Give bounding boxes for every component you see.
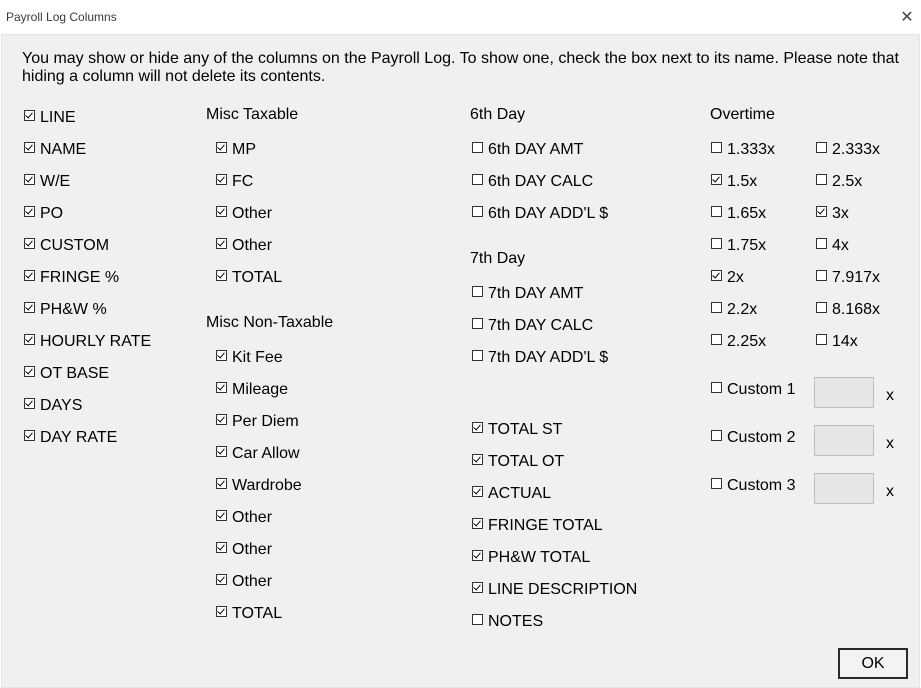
sixth-day-checkbox-1[interactable]: [472, 173, 593, 191]
totals-checkbox-2[interactable]: [472, 485, 551, 503]
checkbox-label: Other: [232, 573, 273, 590]
overtime-left-checkbox-3[interactable]: [711, 237, 766, 255]
checkbox-label: 7th DAY AMT: [488, 285, 584, 302]
checkbox-icon[interactable]: [216, 446, 227, 457]
misc-nontaxable-checkbox-3[interactable]: [216, 445, 300, 463]
checkbox-icon[interactable]: [216, 350, 227, 361]
checkbox-icon[interactable]: [472, 206, 483, 217]
seventh-day-checkbox-1[interactable]: [472, 317, 593, 335]
misc-nontaxable-header: Misc Non-Taxable: [206, 314, 334, 331]
overtime-custom-checkbox-1[interactable]: [711, 429, 795, 447]
custom-2-field[interactable]: [814, 425, 874, 456]
misc-taxable-checkbox-4[interactable]: [216, 269, 282, 287]
checkbox-label: TOTAL: [232, 269, 283, 286]
custom-1-suffix: x: [886, 387, 894, 404]
checkbox-icon[interactable]: [816, 238, 827, 249]
checkbox-icon[interactable]: [216, 510, 227, 521]
checkbox-icon[interactable]: [24, 366, 35, 377]
checkbox-label: Wardrobe: [232, 477, 302, 494]
checkbox-icon[interactable]: [472, 614, 483, 625]
checkbox-icon[interactable]: [216, 606, 227, 617]
totals-checkbox-0[interactable]: [472, 421, 562, 439]
checkbox-icon[interactable]: [24, 142, 35, 153]
checkbox-label: Custom 1: [727, 381, 796, 398]
overtime-right-checkbox-6[interactable]: [816, 333, 858, 351]
overtime-header: Overtime: [710, 106, 775, 123]
totals-checkbox-6[interactable]: [472, 613, 543, 631]
totals-checkbox-1[interactable]: [472, 453, 564, 471]
misc-nontaxable-checkbox-1[interactable]: [216, 381, 288, 399]
misc-taxable-checkbox-2[interactable]: [216, 205, 272, 223]
checkbox-label: FRINGE %: [40, 269, 120, 286]
checkbox-label: Per Diem: [232, 413, 299, 430]
checkbox-icon[interactable]: [816, 206, 827, 217]
checkbox-label: PO: [40, 205, 64, 222]
checkbox-icon[interactable]: [24, 302, 35, 313]
overtime-custom-checkbox-2[interactable]: [711, 477, 795, 495]
checkbox-icon[interactable]: [216, 206, 227, 217]
checkbox-icon[interactable]: [24, 398, 35, 409]
close-icon[interactable]: ✕: [900, 9, 914, 26]
checkbox-label: Car Allow: [232, 445, 300, 462]
col1-checkbox-6[interactable]: [24, 301, 107, 319]
sixth-day-checkbox-2[interactable]: [472, 205, 608, 223]
checkbox-label: Mileage: [232, 381, 289, 398]
col1-checkbox-8[interactable]: [24, 365, 109, 383]
checkbox-label: TOTAL OT: [488, 453, 565, 470]
checkbox-label: DAYS: [40, 397, 83, 414]
checkbox-label: 3x: [832, 205, 849, 222]
checkbox-label: PH&W TOTAL: [488, 549, 591, 566]
checkbox-icon[interactable]: [472, 142, 483, 153]
checkbox-icon[interactable]: [24, 206, 35, 217]
checkbox-label: LINE DESCRIPTION: [488, 581, 638, 598]
col1-checkbox-5[interactable]: [24, 269, 119, 287]
custom-1-field[interactable]: [814, 377, 874, 408]
custom-3-suffix: x: [886, 483, 894, 500]
checkbox-label: 2.333x: [832, 141, 881, 158]
overtime-right-checkbox-2[interactable]: [816, 205, 849, 223]
checkbox-label: FC: [232, 173, 254, 190]
checkbox-label: Other: [232, 237, 273, 254]
checkbox-icon[interactable]: [816, 174, 827, 185]
overtime-right-checkbox-4[interactable]: [816, 269, 880, 287]
col1-checkbox-7[interactable]: [24, 333, 151, 351]
totals-checkbox-5[interactable]: [472, 581, 637, 599]
checkbox-icon[interactable]: [216, 238, 227, 249]
checkbox-icon[interactable]: [711, 142, 722, 153]
checkbox-icon[interactable]: [216, 542, 227, 553]
checkbox-label: 7.917x: [832, 269, 881, 286]
checkbox-label: 4x: [832, 237, 849, 254]
col1-checkbox-4[interactable]: [24, 237, 109, 255]
checkbox-icon[interactable]: [24, 430, 35, 441]
checkbox-icon[interactable]: [24, 238, 35, 249]
checkbox-icon[interactable]: [711, 174, 722, 185]
checkbox-icon[interactable]: [472, 582, 483, 593]
sixth-day-header: 6th Day: [470, 106, 526, 123]
checkbox-label: Other: [232, 509, 273, 526]
overtime-left-checkbox-6[interactable]: [711, 333, 766, 351]
misc-nontaxable-checkbox-8[interactable]: [216, 605, 282, 623]
checkbox-label: W/E: [40, 173, 71, 190]
checkbox-label: 1.333x: [727, 141, 776, 158]
checkbox-label: Custom 3: [727, 477, 796, 494]
checkbox-icon[interactable]: [816, 142, 827, 153]
checkbox-icon[interactable]: [711, 430, 722, 441]
seventh-day-checkbox-0[interactable]: [472, 285, 583, 303]
checkbox-label: FRINGE TOTAL: [488, 517, 603, 534]
misc-taxable-header: Misc Taxable: [206, 106, 299, 123]
checkbox-icon[interactable]: [24, 174, 35, 185]
checkbox-icon[interactable]: [472, 518, 483, 529]
checkbox-label: 6th DAY ADD'L $: [488, 205, 609, 222]
checkbox-label: 1.5x: [727, 173, 758, 190]
checkbox-icon[interactable]: [711, 238, 722, 249]
checkbox-icon[interactable]: [472, 486, 483, 497]
checkbox-icon[interactable]: [216, 574, 227, 585]
overtime-left-checkbox-2[interactable]: [711, 205, 766, 223]
seventh-day-header: 7th Day: [470, 250, 526, 267]
checkbox-label: 7th DAY ADD'L $: [488, 349, 609, 366]
checkbox-label: TOTAL: [232, 605, 283, 622]
overtime-left-checkbox-0[interactable]: [711, 141, 775, 159]
checkbox-label: 2x: [727, 269, 744, 286]
checkbox-label: Kit Fee: [232, 349, 283, 366]
checkbox-icon[interactable]: [24, 110, 35, 121]
checkbox-icon[interactable]: [24, 334, 35, 345]
dialog-body: [1, 34, 920, 688]
misc-nontaxable-checkbox-6[interactable]: [216, 541, 272, 559]
checkbox-label: OT BASE: [40, 365, 110, 382]
checkbox-label: 6th DAY AMT: [488, 141, 584, 158]
checkbox-label: NAME: [40, 141, 87, 158]
overtime-right-checkbox-0[interactable]: [816, 141, 880, 159]
checkbox-label: 6th DAY CALC: [488, 173, 594, 190]
checkbox-label: NOTES: [488, 613, 544, 630]
checkbox-icon[interactable]: [216, 382, 227, 393]
checkbox-label: DAY RATE: [40, 429, 118, 446]
checkbox-label: 14x: [832, 333, 858, 350]
checkbox-label: Other: [232, 541, 273, 558]
checkbox-icon[interactable]: [472, 318, 483, 329]
checkbox-icon[interactable]: [816, 302, 827, 313]
misc-nontaxable-checkbox-2[interactable]: [216, 413, 299, 431]
overtime-right-checkbox-5[interactable]: [816, 301, 880, 319]
checkbox-icon[interactable]: [472, 550, 483, 561]
checkbox-icon[interactable]: [816, 270, 827, 281]
overtime-right-checkbox-3[interactable]: [816, 237, 849, 255]
title-bar: [0, 0, 921, 34]
ok-button[interactable]: OK: [838, 648, 908, 679]
checkbox-icon[interactable]: [472, 454, 483, 465]
checkbox-icon[interactable]: [711, 206, 722, 217]
misc-taxable-checkbox-0[interactable]: [216, 141, 256, 159]
col1-checkbox-9[interactable]: [24, 397, 82, 415]
sixth-day-checkbox-0[interactable]: [472, 141, 583, 159]
custom-3-field[interactable]: [814, 473, 874, 504]
checkbox-label: 2.2x: [727, 301, 758, 318]
checkbox-label: ACTUAL: [488, 485, 552, 502]
custom-2-suffix: x: [886, 435, 894, 452]
checkbox-label: 2.25x: [727, 333, 767, 350]
totals-checkbox-3[interactable]: [472, 517, 603, 535]
col1-checkbox-2[interactable]: [24, 173, 70, 191]
overtime-left-checkbox-4[interactable]: [711, 269, 744, 287]
checkbox-label: 8.168x: [832, 301, 881, 318]
checkbox-label: 2.5x: [832, 173, 863, 190]
overtime-left-checkbox-5[interactable]: [711, 301, 757, 319]
misc-nontaxable-checkbox-7[interactable]: [216, 573, 272, 591]
checkbox-icon[interactable]: [711, 302, 722, 313]
checkbox-label: PH&W %: [40, 301, 107, 318]
checkbox-label: HOURLY RATE: [40, 333, 152, 350]
checkbox-label: Other: [232, 205, 273, 222]
checkbox-icon[interactable]: [816, 334, 827, 345]
checkbox-label: 1.75x: [727, 237, 767, 254]
totals-checkbox-4[interactable]: [472, 549, 590, 567]
window-title: Payroll Log Columns: [6, 10, 117, 24]
checkbox-label: LINE: [40, 109, 76, 126]
checkbox-label: 7th DAY CALC: [488, 317, 594, 334]
misc-nontaxable-checkbox-5[interactable]: [216, 509, 272, 527]
checkbox-label: MP: [232, 141, 256, 158]
checkbox-icon[interactable]: [24, 270, 35, 281]
checkbox-icon[interactable]: [711, 478, 722, 489]
checkbox-icon[interactable]: [472, 174, 483, 185]
checkbox-icon[interactable]: [216, 142, 227, 153]
checkbox-icon[interactable]: [711, 334, 722, 345]
col1-checkbox-0[interactable]: [24, 109, 76, 127]
checkbox-icon[interactable]: [216, 270, 227, 281]
misc-taxable-checkbox-3[interactable]: [216, 237, 272, 255]
checkbox-icon[interactable]: [216, 174, 227, 185]
seventh-day-checkbox-2[interactable]: [472, 349, 608, 367]
col1-checkbox-3[interactable]: [24, 205, 63, 223]
overtime-left-checkbox-1[interactable]: [711, 173, 757, 191]
misc-nontaxable-checkbox-0[interactable]: [216, 349, 283, 367]
checkbox-icon[interactable]: [711, 382, 722, 393]
col1-checkbox-1[interactable]: [24, 141, 86, 159]
checkbox-icon[interactable]: [472, 350, 483, 361]
checkbox-icon[interactable]: [216, 414, 227, 425]
overtime-custom-checkbox-0[interactable]: [711, 381, 795, 399]
col1-checkbox-10[interactable]: [24, 429, 117, 447]
checkbox-label: Custom 2: [727, 429, 796, 446]
checkbox-label: CUSTOM: [40, 237, 110, 254]
checkbox-icon[interactable]: [472, 286, 483, 297]
misc-taxable-checkbox-1[interactable]: [216, 173, 253, 191]
checkbox-icon[interactable]: [472, 422, 483, 433]
overtime-right-checkbox-1[interactable]: [816, 173, 862, 191]
checkbox-icon[interactable]: [216, 478, 227, 489]
checkbox-label: 1.65x: [727, 205, 767, 222]
checkbox-icon[interactable]: [711, 270, 722, 281]
checkbox-label: TOTAL ST: [488, 421, 563, 438]
misc-nontaxable-checkbox-4[interactable]: [216, 477, 302, 495]
intro-text: You may show or hide any of the columns on the Payroll Log. To show one, check the box next to its name. Please note that hiding a column will not delete its contents.: [22, 50, 899, 85]
